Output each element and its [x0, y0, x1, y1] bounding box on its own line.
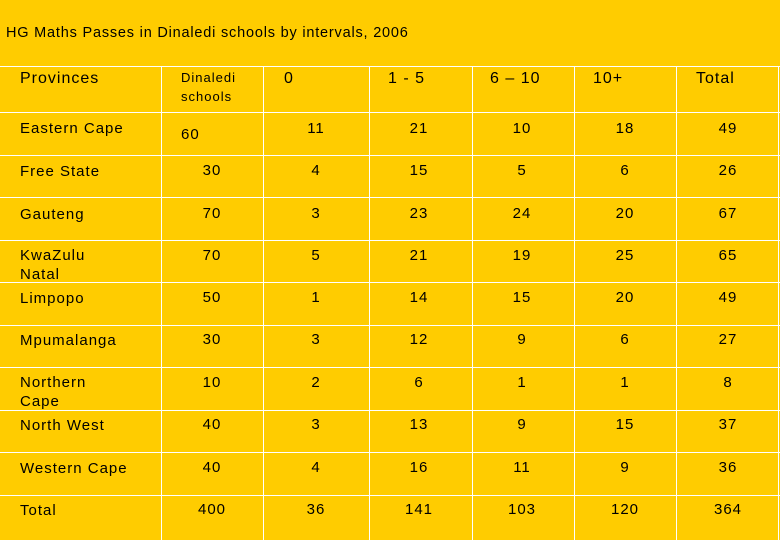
table-cell: 50 — [202, 289, 222, 306]
table-cell: 6 — [414, 374, 424, 391]
table-cell: 20 — [615, 205, 635, 222]
province-name: Western Cape — [20, 460, 128, 477]
province-name: Eastern Cape — [20, 120, 124, 137]
passes-table — [0, 66, 780, 540]
grid-line — [676, 66, 677, 540]
table-cell: 36 — [306, 501, 326, 518]
table-cell: 21 — [409, 120, 429, 137]
grid-line — [0, 452, 780, 453]
header-ten-plus: 10+ — [593, 70, 624, 87]
table-cell: 2 — [311, 374, 321, 391]
page-title: HG Maths Passes in Dinaledi schools by intervals, 2006 — [6, 25, 409, 41]
grid-line — [369, 66, 370, 540]
province-name: Free State — [20, 163, 101, 180]
table-cell: 6 — [620, 162, 630, 179]
grid-line — [0, 155, 780, 156]
table-cell: 67 — [718, 205, 738, 222]
table-cell: 24 — [512, 205, 532, 222]
table-cell: 37 — [718, 416, 738, 433]
table-cell: 364 — [713, 501, 743, 518]
table-cell: 40 — [202, 416, 222, 433]
province-name: Gauteng — [20, 206, 85, 223]
table-cell: 11 — [307, 120, 325, 137]
table-cell: 3 — [311, 205, 321, 222]
table-cell: 23 — [409, 205, 429, 222]
table-cell: 6 — [620, 331, 630, 348]
table-cell: 12 — [409, 331, 429, 348]
grid-line — [0, 240, 780, 241]
table-cell: 400 — [197, 501, 227, 518]
table-cell: 9 — [517, 416, 527, 433]
table-cell: 19 — [512, 247, 532, 264]
table-cell: 15 — [615, 416, 635, 433]
header-provinces: Provinces — [20, 70, 100, 87]
table-cell: 8 — [723, 374, 733, 391]
table-cell: 4 — [311, 459, 321, 476]
table-cell: 5 — [517, 162, 527, 179]
table-cell: 103 — [507, 501, 537, 518]
grid-line — [263, 66, 264, 540]
table-cell: 16 — [409, 459, 429, 476]
table-cell: 15 — [512, 289, 532, 306]
header-six-ten: 6 – 10 — [490, 70, 541, 87]
table-cell: 9 — [517, 331, 527, 348]
table-cell: 25 — [615, 247, 635, 264]
table-cell: 30 — [202, 331, 222, 348]
province-name: North West — [20, 417, 105, 434]
grid-line — [161, 66, 162, 540]
header-dinaledi-line2: schools — [181, 89, 233, 104]
table-cell: 40 — [202, 459, 222, 476]
grid-line — [574, 66, 575, 540]
table-cell: 3 — [311, 416, 321, 433]
table-cell: 60 — [181, 126, 200, 143]
table-cell: 70 — [202, 247, 222, 264]
table-cell: 9 — [620, 459, 630, 476]
table-cell: 120 — [610, 501, 640, 518]
table-cell: 30 — [202, 162, 222, 179]
table-cell: 36 — [718, 459, 738, 476]
table-cell: 4 — [311, 162, 321, 179]
table-cell: 1 — [517, 374, 527, 391]
table-cell: 26 — [718, 162, 738, 179]
table-cell: 14 — [409, 289, 429, 306]
header-dinaledi-line1: Dinaledi — [181, 70, 236, 85]
grid-line — [0, 112, 780, 113]
province-name: KwaZulu Natal — [20, 247, 86, 283]
table-cell: 10 — [512, 120, 532, 137]
table-cell: 49 — [718, 120, 738, 137]
table-cell: 11 — [513, 459, 531, 476]
grid-line — [778, 66, 779, 540]
table-cell: 18 — [615, 120, 635, 137]
table-cell: 15 — [409, 162, 429, 179]
table-cell: 10 — [202, 374, 222, 391]
header-one-five: 1 - 5 — [388, 70, 426, 87]
grid-line — [0, 367, 780, 368]
table-cell: 13 — [409, 416, 429, 433]
header-zero: 0 — [284, 70, 294, 87]
province-name: Northern Cape — [20, 374, 87, 410]
grid-line — [0, 325, 780, 326]
table-cell: 3 — [311, 331, 321, 348]
table-cell: 21 — [409, 247, 429, 264]
grid-line — [0, 410, 780, 411]
table-cell: 65 — [718, 247, 738, 264]
grid-line — [0, 282, 780, 283]
province-name: Limpopo — [20, 290, 85, 307]
table-cell: 20 — [615, 289, 635, 306]
table-cell: 27 — [718, 331, 738, 348]
grid-line — [472, 66, 473, 540]
table-cell: 1 — [311, 289, 321, 306]
grid-line — [0, 66, 780, 67]
table-cell: 141 — [404, 501, 434, 518]
province-name: Mpumalanga — [20, 332, 117, 349]
province-name: Total — [20, 502, 57, 519]
table-cell: 70 — [202, 205, 222, 222]
table-cell: 49 — [718, 289, 738, 306]
table-cell: 5 — [311, 247, 321, 264]
header-total: Total — [696, 70, 735, 87]
grid-line — [0, 197, 780, 198]
grid-line — [0, 495, 780, 496]
table-cell: 1 — [620, 374, 630, 391]
